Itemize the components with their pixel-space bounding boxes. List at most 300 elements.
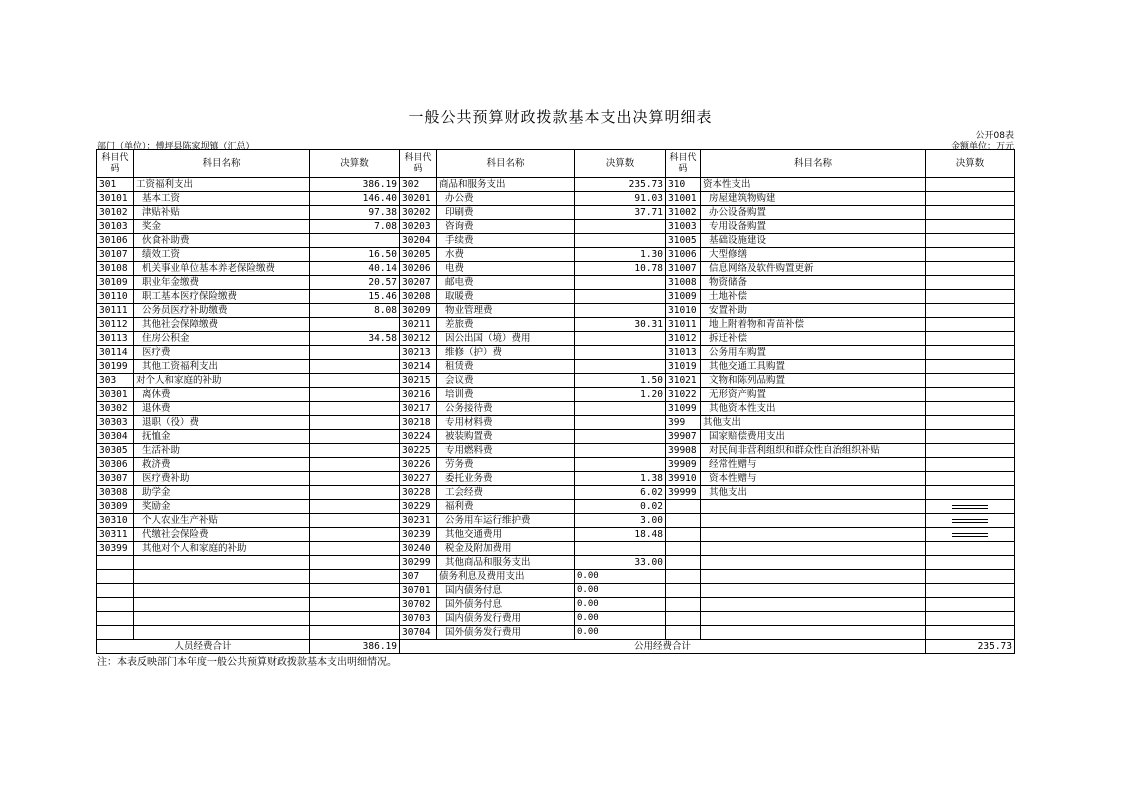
cell-name-b: 债务利息及费用支出 xyxy=(437,570,575,584)
header-code-2: 科目代码 xyxy=(400,150,437,178)
cell-code-a: 30108 xyxy=(97,262,134,276)
cell-name-a: 代缴社会保险费 xyxy=(134,528,310,542)
cell-amount-c xyxy=(926,248,1015,262)
cell-name-a xyxy=(134,598,310,612)
cell-code-c: 31021 xyxy=(666,374,701,388)
table-row xyxy=(97,402,1015,416)
cell-amount-c xyxy=(926,472,1015,486)
cell-code-a: 301 xyxy=(97,178,134,192)
table-row xyxy=(97,556,1015,570)
cell-amount-b xyxy=(575,290,666,304)
cell-amount-a: 15.46 xyxy=(310,290,400,304)
cell-amount-c xyxy=(926,584,1015,598)
cell-name-b: 培训费 xyxy=(437,388,575,402)
cell-code-a: 30109 xyxy=(97,276,134,290)
cell-amount-b: 0.00 xyxy=(575,598,666,612)
cell-amount-c xyxy=(926,430,1015,444)
cell-code-a: 30107 xyxy=(97,248,134,262)
cell-name-a: 其他工资福利支出 xyxy=(134,360,310,374)
cell-code-b: 30229 xyxy=(400,500,437,514)
cell-code-c xyxy=(666,556,701,570)
cell-name-c xyxy=(701,514,926,528)
cell-amount-b: 33.00 xyxy=(575,556,666,570)
cell-code-c: 310 xyxy=(666,178,701,192)
cell-code-b: 30208 xyxy=(400,290,437,304)
cell-name-c xyxy=(701,626,926,640)
cell-code-c: 31011 xyxy=(666,318,701,332)
cell-name-a: 机关事业单位基本养老保险缴费 xyxy=(134,262,310,276)
cell-amount-a xyxy=(310,430,400,444)
cell-amount-b xyxy=(575,304,666,318)
cell-amount-b xyxy=(575,458,666,472)
cell-code-a: 30306 xyxy=(97,458,134,472)
cell-name-b: 印刷费 xyxy=(437,206,575,220)
cell-amount-a xyxy=(310,500,400,514)
cell-amount-b xyxy=(575,276,666,290)
table-row xyxy=(97,332,1015,346)
cell-code-c xyxy=(666,528,701,542)
cell-amount-c xyxy=(926,528,1015,542)
cell-code-c: 31001 xyxy=(666,192,701,206)
cell-code-a xyxy=(97,612,134,626)
cell-code-b: 30213 xyxy=(400,346,437,360)
cell-amount-c xyxy=(926,220,1015,234)
cell-code-c: 39909 xyxy=(666,458,701,472)
cell-name-a: 职业年金缴费 xyxy=(134,276,310,290)
cell-code-a: 30102 xyxy=(97,206,134,220)
cell-amount-a: 20.57 xyxy=(310,276,400,290)
cell-amount-a xyxy=(310,612,400,626)
cell-name-c: 国家赔偿费用支出 xyxy=(701,430,926,444)
cell-amount-c xyxy=(926,374,1015,388)
cell-code-c: 31099 xyxy=(666,402,701,416)
cell-amount-c xyxy=(926,416,1015,430)
cell-code-b: 30701 xyxy=(400,584,437,598)
cell-name-b: 国外债务付息 xyxy=(437,598,575,612)
cell-code-c: 31007 xyxy=(666,262,701,276)
cell-amount-a xyxy=(310,402,400,416)
cell-amount-b xyxy=(575,430,666,444)
cell-name-c: 文物和陈列品购置 xyxy=(701,374,926,388)
cell-code-b: 30206 xyxy=(400,262,437,276)
header-amount-2: 决算数 xyxy=(575,150,666,178)
cell-name-b: 办公费 xyxy=(437,192,575,206)
table-row xyxy=(97,542,1015,556)
cell-name-b: 劳务费 xyxy=(437,458,575,472)
cell-code-c xyxy=(666,598,701,612)
cell-amount-b: 3.00 xyxy=(575,514,666,528)
cell-code-c: 31013 xyxy=(666,346,701,360)
cell-amount-b xyxy=(575,360,666,374)
cell-amount-a xyxy=(310,598,400,612)
cell-code-a: 30112 xyxy=(97,318,134,332)
cell-name-c: 大型修缮 xyxy=(701,248,926,262)
cell-amount-a: 97.38 xyxy=(310,206,400,220)
cell-name-a: 公务员医疗补助缴费 xyxy=(134,304,310,318)
cell-code-c: 39999 xyxy=(666,486,701,500)
cell-code-b: 30218 xyxy=(400,416,437,430)
cell-name-a: 基本工资 xyxy=(134,192,310,206)
cell-name-a xyxy=(134,584,310,598)
cell-code-a: 30399 xyxy=(97,542,134,556)
cell-name-c: 土地补偿 xyxy=(701,290,926,304)
table-row xyxy=(97,584,1015,598)
cell-amount-c xyxy=(926,388,1015,402)
cell-name-a: 抚恤金 xyxy=(134,430,310,444)
cell-name-a: 退休费 xyxy=(134,402,310,416)
cell-amount-a xyxy=(310,626,400,640)
unit-label: 金额单位：万元 xyxy=(950,142,1014,152)
cell-code-a: 30310 xyxy=(97,514,134,528)
table-row xyxy=(97,220,1015,234)
table-row xyxy=(97,514,1015,528)
cell-code-b: 30228 xyxy=(400,486,437,500)
cell-name-a: 其他对个人和家庭的补助 xyxy=(134,542,310,556)
cell-code-b: 30202 xyxy=(400,206,437,220)
cell-code-c: 39908 xyxy=(666,444,701,458)
cell-name-b: 被装购置费 xyxy=(437,430,575,444)
cell-amount-b: 235.73 xyxy=(575,178,666,192)
cell-code-b: 30225 xyxy=(400,444,437,458)
cell-name-b: 因公出国（境）费用 xyxy=(437,332,575,346)
cell-name-b: 咨询费 xyxy=(437,220,575,234)
table-row xyxy=(97,178,1015,192)
cell-name-c: 安置补助 xyxy=(701,304,926,318)
cell-code-c: 39910 xyxy=(666,472,701,486)
cell-code-a: 30114 xyxy=(97,346,134,360)
table-row xyxy=(97,248,1015,262)
cell-amount-b: 1.20 xyxy=(575,388,666,402)
cell-code-b: 30224 xyxy=(400,430,437,444)
cell-code-a: 30110 xyxy=(97,290,134,304)
header-row xyxy=(97,150,1015,178)
cell-amount-a: 8.08 xyxy=(310,304,400,318)
cell-code-c: 31008 xyxy=(666,276,701,290)
header-code-3: 科目代码 xyxy=(666,150,701,178)
personnel-total-label: 人员经费合计 xyxy=(97,640,310,654)
cell-name-b: 其他商品和服务支出 xyxy=(437,556,575,570)
cell-name-c xyxy=(701,542,926,556)
cell-code-c xyxy=(666,570,701,584)
cell-amount-c xyxy=(926,500,1015,514)
cell-name-b: 专用材料费 xyxy=(437,416,575,430)
cell-amount-c xyxy=(926,234,1015,248)
cell-name-a: 对个人和家庭的补助 xyxy=(134,374,310,388)
cell-name-b: 税金及附加费用 xyxy=(437,542,575,556)
cell-code-a: 30301 xyxy=(97,388,134,402)
cell-name-b: 商品和服务支出 xyxy=(437,178,575,192)
table-row xyxy=(97,290,1015,304)
cell-name-c: 信息网络及软件购置更新 xyxy=(701,262,926,276)
cell-amount-a xyxy=(310,584,400,598)
cell-name-c: 经常性赠与 xyxy=(701,458,926,472)
cell-name-c xyxy=(701,556,926,570)
cell-name-b: 专用燃料费 xyxy=(437,444,575,458)
cell-code-a xyxy=(97,598,134,612)
cell-name-c: 物资储备 xyxy=(701,276,926,290)
cell-name-c: 其他支出 xyxy=(701,416,926,430)
cell-code-b: 30227 xyxy=(400,472,437,486)
cell-amount-b: 37.71 xyxy=(575,206,666,220)
cell-amount-a: 146.40 xyxy=(310,192,400,206)
cell-name-a xyxy=(134,570,310,584)
cell-code-c: 31019 xyxy=(666,360,701,374)
cell-code-a: 30302 xyxy=(97,402,134,416)
personnel-total-value: 386.19 xyxy=(310,640,400,654)
cell-code-b: 30211 xyxy=(400,318,437,332)
cell-name-b: 租赁费 xyxy=(437,360,575,374)
cell-amount-b: 1.38 xyxy=(575,472,666,486)
cell-amount-a xyxy=(310,318,400,332)
cell-name-a: 奖励金 xyxy=(134,500,310,514)
cell-code-b: 302 xyxy=(400,178,437,192)
cell-name-c: 资本性支出 xyxy=(701,178,926,192)
cell-code-a: 30103 xyxy=(97,220,134,234)
cell-name-b: 国内债务付息 xyxy=(437,584,575,598)
cell-name-a: 工资福利支出 xyxy=(134,178,310,192)
cell-name-b: 维修（护）费 xyxy=(437,346,575,360)
cell-amount-b xyxy=(575,346,666,360)
cell-name-b: 福利费 xyxy=(437,500,575,514)
table-row xyxy=(97,598,1015,612)
cell-amount-c xyxy=(926,290,1015,304)
cell-code-b: 30704 xyxy=(400,626,437,640)
table-row xyxy=(97,318,1015,332)
cell-code-a: 30111 xyxy=(97,304,134,318)
table-row xyxy=(97,444,1015,458)
table-row xyxy=(97,486,1015,500)
cell-amount-a xyxy=(310,556,400,570)
dash-mark xyxy=(952,519,988,523)
page-title: 一般公共预算财政拨款基本支出决算明细表 xyxy=(408,108,713,126)
cell-amount-a xyxy=(310,570,400,584)
cell-name-a: 其他社会保障缴费 xyxy=(134,318,310,332)
cell-name-c: 专用设备购置 xyxy=(701,220,926,234)
cell-code-a: 30305 xyxy=(97,444,134,458)
cell-amount-c xyxy=(926,276,1015,290)
table-row xyxy=(97,192,1015,206)
cell-amount-b xyxy=(575,542,666,556)
cell-code-b: 30217 xyxy=(400,402,437,416)
cell-code-b: 30231 xyxy=(400,514,437,528)
cell-name-c xyxy=(701,500,926,514)
cell-name-a: 住房公积金 xyxy=(134,332,310,346)
cell-name-b: 邮电费 xyxy=(437,276,575,290)
header-code-1: 科目代码 xyxy=(97,150,134,178)
cell-code-c: 31012 xyxy=(666,332,701,346)
cell-amount-a: 16.50 xyxy=(310,248,400,262)
header-name-1: 科目名称 xyxy=(134,150,310,178)
cell-amount-c xyxy=(926,612,1015,626)
cell-code-a: 30113 xyxy=(97,332,134,346)
cell-name-c xyxy=(701,570,926,584)
cell-code-b: 30215 xyxy=(400,374,437,388)
cell-name-c: 房屋建筑物购建 xyxy=(701,192,926,206)
cell-name-b: 电费 xyxy=(437,262,575,276)
cell-name-b: 公务用车运行维护费 xyxy=(437,514,575,528)
cell-code-c: 31022 xyxy=(666,388,701,402)
cell-code-b: 30214 xyxy=(400,360,437,374)
cell-amount-b xyxy=(575,234,666,248)
cell-amount-a: 40.14 xyxy=(310,262,400,276)
cell-code-b: 30226 xyxy=(400,458,437,472)
cell-code-a: 30199 xyxy=(97,360,134,374)
cell-code-c: 31010 xyxy=(666,304,701,318)
cell-code-a xyxy=(97,584,134,598)
cell-amount-b: 30.31 xyxy=(575,318,666,332)
cell-name-c: 其他资本性支出 xyxy=(701,402,926,416)
cell-name-c: 办公设备购置 xyxy=(701,206,926,220)
cell-amount-a xyxy=(310,444,400,458)
cell-name-c: 拆迁补偿 xyxy=(701,332,926,346)
cell-amount-a xyxy=(310,346,400,360)
cell-name-b: 委托业务费 xyxy=(437,472,575,486)
cell-amount-c xyxy=(926,626,1015,640)
table-row xyxy=(97,388,1015,402)
cell-name-a xyxy=(134,556,310,570)
cell-amount-b: 0.00 xyxy=(575,570,666,584)
cell-name-a xyxy=(134,626,310,640)
footnote: 注：本表反映部门本年度一般公共预算财政拨款基本支出明细情况。 xyxy=(97,657,397,668)
cell-amount-b: 6.02 xyxy=(575,486,666,500)
table-row xyxy=(97,472,1015,486)
cell-amount-b: 91.03 xyxy=(575,192,666,206)
cell-code-b: 30207 xyxy=(400,276,437,290)
table-row xyxy=(97,528,1015,542)
cell-code-b: 30209 xyxy=(400,304,437,318)
table-body xyxy=(97,178,1015,640)
cell-name-b: 水费 xyxy=(437,248,575,262)
cell-code-a: 30304 xyxy=(97,430,134,444)
cell-name-a: 医疗费补助 xyxy=(134,472,310,486)
cell-name-a: 助学金 xyxy=(134,486,310,500)
cell-name-b: 会议费 xyxy=(437,374,575,388)
table-row xyxy=(97,570,1015,584)
cell-name-c xyxy=(701,598,926,612)
cell-amount-b: 1.30 xyxy=(575,248,666,262)
cell-code-b: 30203 xyxy=(400,220,437,234)
cell-amount-c xyxy=(926,486,1015,500)
table-row xyxy=(97,416,1015,430)
cell-name-a: 离休费 xyxy=(134,388,310,402)
cell-name-b: 工会经费 xyxy=(437,486,575,500)
cell-code-a xyxy=(97,570,134,584)
header-amount-3: 决算数 xyxy=(926,150,1015,178)
cell-amount-b: 10.78 xyxy=(575,262,666,276)
cell-name-b: 公务接待费 xyxy=(437,402,575,416)
cell-code-c: 31005 xyxy=(666,234,701,248)
cell-code-a: 30106 xyxy=(97,234,134,248)
table-row xyxy=(97,374,1015,388)
cell-amount-b xyxy=(575,444,666,458)
cell-name-a: 医疗费 xyxy=(134,346,310,360)
cell-name-b: 取暖费 xyxy=(437,290,575,304)
cell-amount-b xyxy=(575,220,666,234)
cell-code-c xyxy=(666,514,701,528)
cell-amount-a xyxy=(310,528,400,542)
cell-amount-a xyxy=(310,458,400,472)
table-row xyxy=(97,262,1015,276)
table-row xyxy=(97,612,1015,626)
cell-name-a: 职工基本医疗保险缴费 xyxy=(134,290,310,304)
cell-code-a: 30303 xyxy=(97,416,134,430)
cell-name-c xyxy=(701,584,926,598)
cell-amount-a xyxy=(310,472,400,486)
cell-amount-c xyxy=(926,304,1015,318)
table-row xyxy=(97,500,1015,514)
cell-amount-c xyxy=(926,332,1015,346)
table-row xyxy=(97,458,1015,472)
cell-amount-b: 18.48 xyxy=(575,528,666,542)
cell-name-c: 对民间非营利组织和群众性自治组织补贴 xyxy=(701,444,926,458)
cell-name-a: 伙食补助费 xyxy=(134,234,310,248)
cell-code-b: 30212 xyxy=(400,332,437,346)
cell-name-c xyxy=(701,528,926,542)
cell-code-a xyxy=(97,556,134,570)
cell-amount-c xyxy=(926,542,1015,556)
cell-amount-c xyxy=(926,192,1015,206)
department-label: 部门（单位）：傅坪县陈家坝镇（汇总） xyxy=(97,142,255,152)
cell-name-a: 退职（役）费 xyxy=(134,416,310,430)
cell-amount-a xyxy=(310,234,400,248)
cell-amount-c xyxy=(926,402,1015,416)
dash-mark xyxy=(952,505,988,509)
cell-code-c xyxy=(666,542,701,556)
cell-amount-a xyxy=(310,374,400,388)
cell-amount-b: 0.00 xyxy=(575,626,666,640)
expenditure-table xyxy=(96,149,1015,654)
table-row xyxy=(97,206,1015,220)
cell-amount-a: 386.19 xyxy=(310,178,400,192)
cell-code-c xyxy=(666,626,701,640)
cell-amount-a xyxy=(310,360,400,374)
cell-name-c: 无形资产购置 xyxy=(701,388,926,402)
table-row xyxy=(97,626,1015,640)
cell-code-b: 30201 xyxy=(400,192,437,206)
table-row xyxy=(97,234,1015,248)
cell-name-a: 绩效工资 xyxy=(134,248,310,262)
table-row xyxy=(97,304,1015,318)
cell-name-c: 资本性赠与 xyxy=(701,472,926,486)
cell-name-c: 基础设施建设 xyxy=(701,234,926,248)
cell-amount-a: 34.58 xyxy=(310,332,400,346)
cell-name-b: 物业管理费 xyxy=(437,304,575,318)
cell-amount-c xyxy=(926,458,1015,472)
cell-code-a: 30307 xyxy=(97,472,134,486)
cell-name-a xyxy=(134,612,310,626)
cell-code-c: 399 xyxy=(666,416,701,430)
cell-amount-c xyxy=(926,598,1015,612)
cell-amount-b: 0.02 xyxy=(575,500,666,514)
cell-amount-c xyxy=(926,360,1015,374)
cell-code-c xyxy=(666,500,701,514)
cell-amount-c xyxy=(926,346,1015,360)
cell-amount-a xyxy=(310,486,400,500)
header-name-3: 科目名称 xyxy=(701,150,926,178)
cell-amount-b: 0.00 xyxy=(575,612,666,626)
cell-amount-a: 7.08 xyxy=(310,220,400,234)
cell-code-c: 31006 xyxy=(666,248,701,262)
cell-amount-b: 1.50 xyxy=(575,374,666,388)
cell-code-a: 303 xyxy=(97,374,134,388)
header-amount-1: 决算数 xyxy=(310,150,400,178)
form-number: 公开08表 xyxy=(975,131,1014,141)
cell-name-b: 国外债务发行费用 xyxy=(437,626,575,640)
table-row xyxy=(97,430,1015,444)
cell-code-a: 30309 xyxy=(97,500,134,514)
cell-amount-a xyxy=(310,388,400,402)
cell-code-c: 39907 xyxy=(666,430,701,444)
